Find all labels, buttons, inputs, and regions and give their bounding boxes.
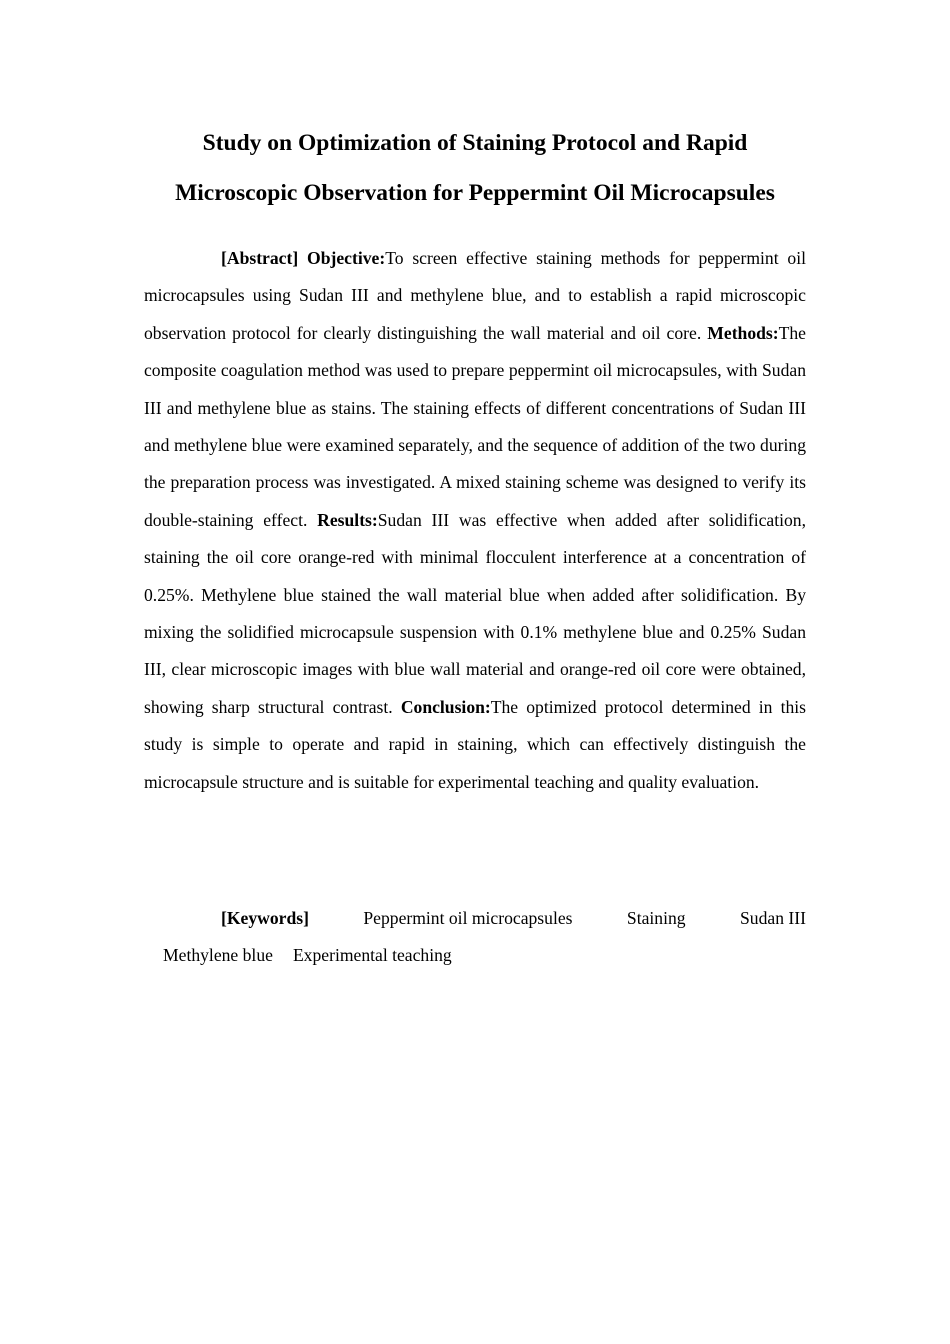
objective-text: To screen effective staining methods for peppermint oil microcapsules using Sudan III and methylene blue, and to establish a rapid microscopic observation protocol for clearly distinguishing the wall material and oil core.: [144, 248, 806, 343]
keywords-line-2: [144, 937, 806, 974]
keywords-label: [Keywords]: [221, 908, 309, 928]
abstract-label: [Abstract]: [221, 248, 299, 268]
title-line-1: Study on Optimization of Staining Protocol and Rapid: [202, 130, 748, 156]
objective-label: Objective:: [307, 248, 386, 268]
abstract-paragraph: [144, 240, 806, 801]
results-label: Results:: [317, 509, 378, 530]
keywords-line-1: [144, 900, 806, 937]
keyword-item: Experimental teaching: [292, 945, 452, 966]
conclusion-text: The optimized protocol determined in this study is simple to operate and rapid in staining, which can effectively distinguish the microcapsule structure and is suitable for experimental teaching and quality evaluation.: [144, 696, 807, 792]
conclusion-label: Conclusion:: [400, 696, 491, 717]
results-text: Sudan III was effective when added after solidification, staining the oil core orange-red with minimal flocculent interference at a concentration of 0.25%. Methylene blue stained the wall material blue when added after solidification. By mixing the solidified microcapsule suspension with 0.1% methylene blue and 0.25% Sudan III, clear microscopic images with blue wall material and orange-red oil core were obtained, showing sharp structural contrast.: [144, 509, 806, 717]
paper-title: [120, 118, 830, 218]
keywords-section: [144, 900, 806, 975]
keyword-item: Staining: [626, 908, 686, 928]
methods-label: Methods:: [707, 322, 779, 343]
title-line-2: Microscopic Observation for Peppermint Oil Microcapsules: [175, 180, 775, 206]
keyword-item: Methylene blue: [163, 945, 273, 966]
keyword-item: Peppermint oil microcapsules: [363, 908, 573, 928]
keyword-item: Sudan III: [740, 908, 806, 928]
methods-text: The composite coagulation method was used to prepare peppermint oil microcapsules, with Sudan III and methylene blue as stains. The staining effects of different concentrations of Sudan III and methylene blue were examined separately, and the sequence of addition of the two during the preparation process was investigated. A mixed staining scheme was designed to verify its double-staining effect.: [144, 322, 806, 530]
